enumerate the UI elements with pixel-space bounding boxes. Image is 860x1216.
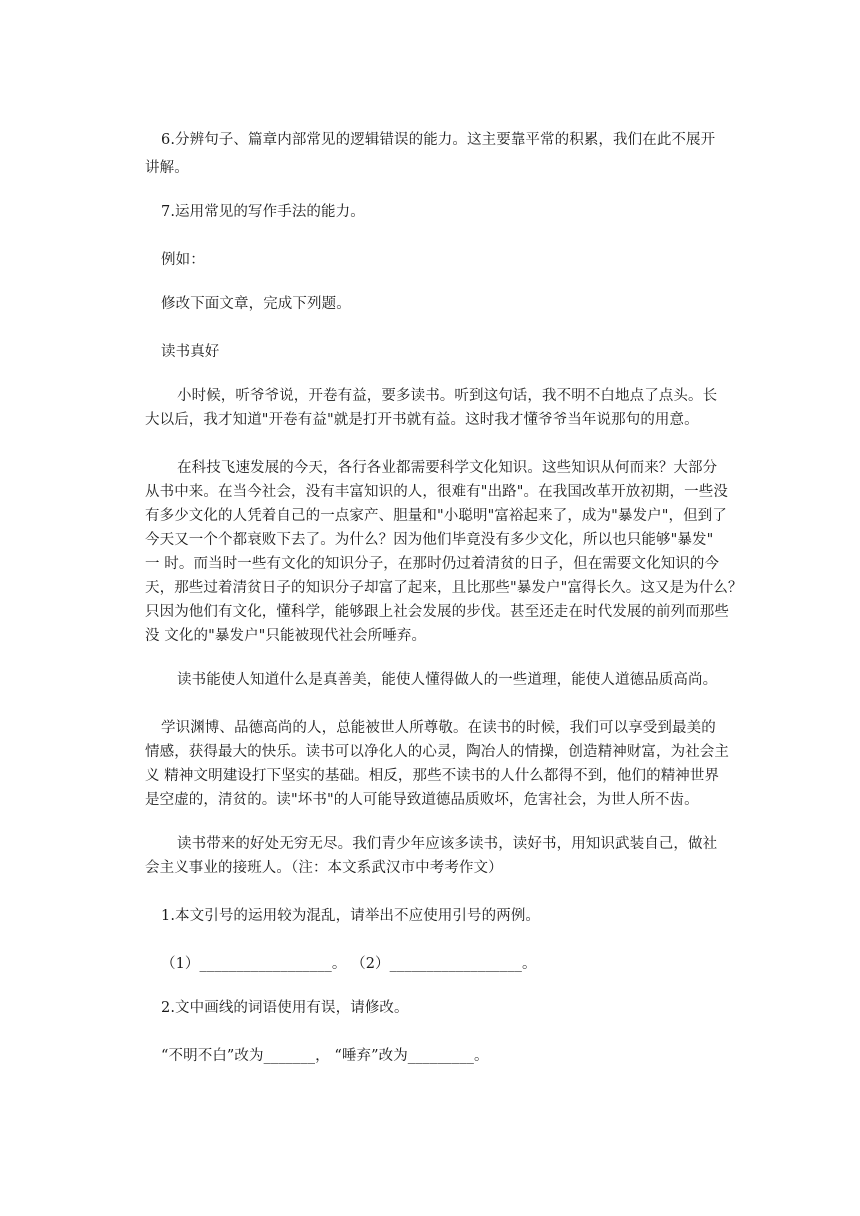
- para4-line2: 情感，获得最大的快乐。读书可以净化人的心灵，陶冶人的情操，创造精神财富，为社会主: [145, 744, 729, 760]
- para2-line4: 今天又一个个都衰败下去了。为什么？因为他们毕竟没有多少文化，所以也只能够"暴发": [145, 532, 714, 548]
- instruction: 修改下面文章，完成下列题。: [161, 296, 351, 312]
- para2-line3: 有多少文化的人凭着自己的一点家产、胆量和"小聪明"富裕起来了，成为"暴发户"，但到了: [145, 508, 727, 524]
- para3: 读书能使人知道什么是真善美，能使人懂得做人的一些道理，能使人道德品质高尚。: [177, 672, 718, 688]
- para4-line4: 是空虚的，清贫的。读"坏书"的人可能导致道德品质败坏，危害社会，为世人所不齿。: [145, 792, 699, 808]
- para4-line1: 学识渊博、品德高尚的人，总能被世人所尊敬。在读书的时候，我们可以享受到最美的: [161, 720, 716, 736]
- para5-line1: 读书带来的好处无穷无尽。我们青少年应该多读书，读好书，用知识武装自己，做社: [177, 836, 718, 852]
- essay-title: 读书真好: [161, 344, 220, 360]
- question2-answers: “不明不白”改为_______， “唾弃”改为_________。: [161, 1048, 489, 1064]
- para2-line2: 从书中来。在当今社会，没有丰富知识的人，很难有"出路"。在我国改革开放初期，一些没: [145, 484, 728, 500]
- question1-prompt: 1.本文引号的运用较为混乱，请举出不应使用引号的两例。: [161, 908, 541, 924]
- item6-line1: 6.分辨句子、篇章内部常见的逻辑错误的能力。这主要靠平常的积累，我们在此不展开: [161, 132, 716, 148]
- para2-line6: 天，那些过着清贫日子的知识分子却富了起来，且比那些"暴发户"富得长久。这又是为什么？: [145, 580, 743, 596]
- example-label: 例如：: [161, 252, 205, 268]
- item7: 7.运用常见的写作手法的能力。: [161, 204, 365, 220]
- para5-line2: 会主义事业的接班人。（注：本文系武汉市中考考作文）: [145, 860, 503, 876]
- para1-line1: 小时候，听爷爷说，开卷有益，要多读书。听到这句话，我不明不白地点了点头。长: [177, 388, 718, 404]
- para2-line5: 一 时。而当时一些有文化的知识分子，在那时仍过着清贫的日子，但在需要文化知识的今: [145, 556, 720, 572]
- para4-line3: 义 精神文明建设打下坚实的基础。相反，那些不读书的人什么都得不到，他们的精神世界: [145, 768, 720, 784]
- question2-prompt: 2.文中画线的词语使用有误，请修改。: [161, 1000, 409, 1016]
- para2-line8: 没 文化的"暴发户"只能被现代社会所唾弃。: [145, 628, 427, 644]
- question1-answers: （1）__________________。 （2）__________________。: [161, 956, 537, 972]
- para2-line7: 只因为他们有文化，懂科学，能够跟上社会发展的步伐。甚至还走在时代发展的前列而那些: [145, 604, 729, 620]
- para1-line2: 大以后，我才知道"开卷有益"就是打开书就有益。这时我才懂爷爷当年说那句的用意。: [145, 412, 699, 428]
- para2-line1: 在科技飞速发展的今天，各行各业都需要科学文化知识。这些知识从何而来？大部分: [177, 460, 718, 476]
- item6-line2: 讲解。: [145, 160, 189, 176]
